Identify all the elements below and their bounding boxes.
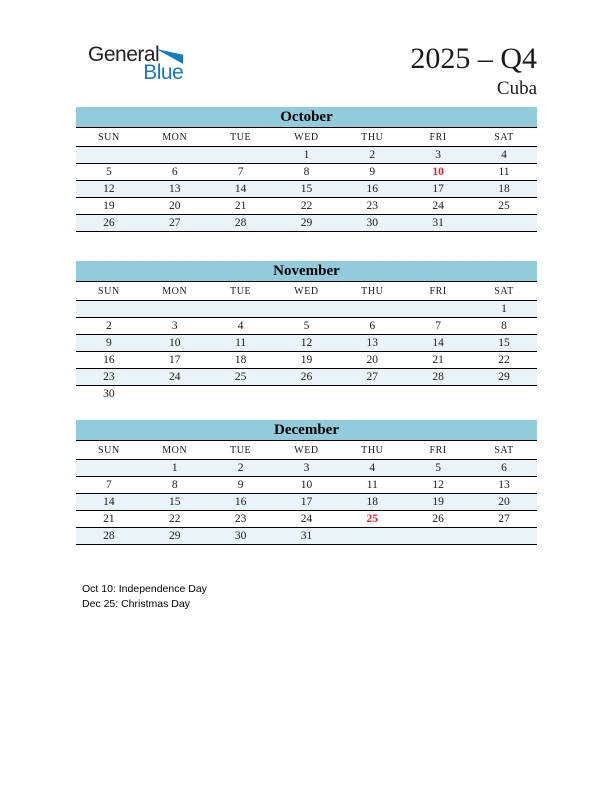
empty-day-cell: [76, 460, 142, 477]
day-cell: 12: [300, 337, 313, 349]
day-cell: 7: [237, 166, 244, 178]
week-row: [76, 528, 537, 545]
day-cell: 17: [300, 496, 313, 508]
day-cell: 23: [366, 200, 379, 212]
day-cell: 10: [169, 337, 181, 349]
day-cell: 10: [432, 166, 444, 178]
week-row: [76, 181, 537, 198]
day-cell: 11: [235, 337, 247, 349]
empty-day-cell: [471, 215, 537, 232]
day-cell: 1: [171, 462, 178, 474]
empty-day-cell: [208, 301, 274, 318]
weekday-label: WED: [274, 128, 340, 147]
day-cell: 7: [106, 479, 112, 491]
november-day-grid: [76, 301, 537, 403]
empty-day-cell: [339, 386, 405, 403]
day-cell: 5: [106, 166, 112, 178]
weekday-label: SAT: [471, 128, 537, 147]
day-cell: 24: [432, 200, 444, 212]
day-cell: 9: [369, 166, 376, 178]
page-header: [76, 42, 537, 99]
empty-day-cell: [142, 386, 208, 403]
day-cell: 6: [501, 462, 507, 474]
day-cell: 18: [366, 496, 379, 508]
day-cell: 2: [106, 320, 112, 332]
day-cell: 4: [369, 462, 376, 474]
day-cell: 19: [432, 496, 444, 508]
logo-text-blue: Blue: [143, 61, 184, 84]
day-cell: 9: [106, 337, 112, 349]
day-cell: 15: [498, 337, 510, 349]
day-cell: 3: [303, 462, 310, 474]
day-cell: 22: [300, 200, 313, 212]
month-name: December: [76, 420, 537, 441]
weekday-label: SUN: [76, 282, 142, 301]
day-cell: 16: [103, 354, 115, 366]
day-cell: 15: [300, 183, 313, 195]
day-cell: 12: [103, 183, 115, 195]
day-cell: 27: [169, 217, 181, 229]
day-cell: 2: [369, 149, 376, 161]
weekday-label: TUE: [208, 282, 274, 301]
day-cell: 6: [171, 166, 178, 178]
week-row: [76, 369, 537, 386]
month-section-november: [76, 261, 537, 402]
empty-day-cell: [76, 301, 142, 318]
day-cell: 25: [234, 371, 247, 383]
day-cell: 6: [369, 320, 376, 332]
day-cell: 10: [300, 479, 313, 491]
day-cell: 25: [366, 513, 379, 525]
october-day-grid: [76, 147, 537, 232]
day-cell: 26: [103, 217, 115, 229]
day-cell: 30: [234, 530, 247, 542]
day-cell: 30: [103, 388, 115, 400]
day-cell: 17: [432, 183, 444, 195]
day-cell: 18: [498, 183, 510, 195]
day-cell: 12: [432, 479, 444, 491]
general-blue-logo: [88, 44, 183, 83]
day-cell: 15: [169, 496, 181, 508]
weekday-label: THU: [339, 441, 405, 460]
day-cell: 2: [237, 462, 244, 474]
week-row: [76, 352, 537, 369]
day-cell: 14: [432, 337, 444, 349]
day-cell: 11: [498, 166, 510, 178]
week-row: [76, 494, 537, 511]
day-cell: 29: [169, 530, 181, 542]
quarter-title: 2025 – Q4: [410, 42, 537, 75]
day-cell: 31: [432, 217, 444, 229]
day-cell: 21: [432, 354, 444, 366]
empty-day-cell: [405, 528, 471, 545]
weekday-label: MON: [142, 282, 208, 301]
day-cell: 22: [498, 354, 510, 366]
weekday-label: FRI: [405, 282, 471, 301]
day-cell: 5: [303, 320, 310, 332]
month-band-row: [76, 261, 537, 282]
day-cell: 19: [300, 354, 313, 366]
week-row: [76, 164, 537, 181]
day-cell: 20: [366, 354, 379, 366]
weekday-label: FRI: [405, 441, 471, 460]
weekday-header-row: [76, 282, 537, 301]
day-cell: 16: [234, 496, 247, 508]
day-cell: 3: [171, 320, 178, 332]
day-cell: 26: [432, 513, 444, 525]
day-cell: 26: [300, 371, 313, 383]
empty-day-cell: [76, 147, 142, 164]
day-cell: 17: [169, 354, 181, 366]
day-cell: 8: [171, 479, 178, 491]
day-cell: 29: [300, 217, 313, 229]
day-cell: 14: [234, 183, 247, 195]
day-cell: 19: [103, 200, 115, 212]
week-row: [76, 215, 537, 232]
day-cell: 28: [103, 530, 115, 542]
day-cell: 20: [169, 200, 181, 212]
day-cell: 1: [303, 149, 310, 161]
day-cell: 18: [234, 354, 247, 366]
empty-day-cell: [471, 386, 537, 403]
week-row: [76, 460, 537, 477]
day-cell: 11: [366, 479, 378, 491]
empty-day-cell: [471, 528, 537, 545]
holiday-note-line: Dec 25: Christmas Day: [82, 598, 190, 610]
weekday-label: TUE: [208, 441, 274, 460]
day-cell: 24: [300, 513, 313, 525]
month-name: November: [76, 261, 537, 282]
weekday-label: SUN: [76, 128, 142, 147]
day-cell: 20: [498, 496, 510, 508]
week-row: [76, 147, 537, 164]
title-block: [410, 44, 537, 98]
day-cell: 7: [435, 320, 442, 332]
holiday-notes: [76, 582, 537, 612]
day-cell: 27: [498, 513, 510, 525]
day-cell: 27: [366, 371, 379, 383]
day-cell: 8: [303, 166, 310, 178]
day-cell: 24: [169, 371, 181, 383]
weekday-label: THU: [339, 128, 405, 147]
day-cell: 4: [237, 320, 244, 332]
weekday-label: THU: [339, 282, 405, 301]
day-cell: 16: [366, 183, 379, 195]
month-section-october: [76, 107, 537, 232]
weekday-label: SAT: [471, 282, 537, 301]
day-cell: 13: [366, 337, 379, 349]
week-row: [76, 386, 537, 403]
empty-day-cell: [405, 386, 471, 403]
weekday-label: SUN: [76, 441, 142, 460]
weekday-label: MON: [142, 441, 208, 460]
day-cell: 4: [501, 149, 507, 161]
calendar-table-october: [76, 107, 537, 232]
weekday-label: FRI: [405, 128, 471, 147]
day-cell: 13: [498, 479, 510, 491]
day-cell: 1: [501, 303, 507, 315]
weekday-label: MON: [142, 128, 208, 147]
week-row: [76, 335, 537, 352]
weekday-label: WED: [274, 441, 340, 460]
day-cell: 30: [366, 217, 379, 229]
empty-day-cell: [142, 147, 208, 164]
day-cell: 25: [498, 200, 510, 212]
day-cell: 28: [234, 217, 247, 229]
week-row: [76, 511, 537, 528]
day-cell: 28: [432, 371, 444, 383]
weekday-label: SAT: [471, 441, 537, 460]
empty-day-cell: [208, 386, 274, 403]
weekday-label: WED: [274, 282, 340, 301]
holiday-note-line: Oct 10: Independence Day: [82, 583, 207, 595]
month-band-row: [76, 420, 537, 441]
week-row: [76, 198, 537, 215]
day-cell: 23: [234, 513, 247, 525]
day-cell: 22: [169, 513, 181, 525]
empty-day-cell: [208, 147, 274, 164]
day-cell: 13: [169, 183, 181, 195]
empty-day-cell: [339, 301, 405, 318]
empty-day-cell: [405, 301, 471, 318]
empty-day-cell: [274, 301, 340, 318]
december-day-grid: [76, 460, 537, 545]
day-cell: 14: [103, 496, 115, 508]
day-cell: 9: [237, 479, 244, 491]
weekday-label: TUE: [208, 128, 274, 147]
calendar-table-december: [76, 420, 537, 545]
month-band-row: [76, 107, 537, 128]
week-row: [76, 318, 537, 335]
week-row: [76, 301, 537, 318]
month-name: October: [76, 107, 537, 128]
day-cell: 3: [435, 149, 442, 161]
day-cell: 21: [234, 200, 247, 212]
day-cell: 8: [501, 320, 507, 332]
empty-day-cell: [142, 301, 208, 318]
week-row: [76, 477, 537, 494]
month-section-december: [76, 420, 537, 545]
empty-day-cell: [339, 528, 405, 545]
calendar-table-november: [76, 261, 537, 402]
weekday-header-row: [76, 128, 537, 147]
day-cell: 21: [103, 513, 115, 525]
country-subtitle: Cuba: [496, 78, 537, 99]
day-cell: 31: [300, 530, 313, 542]
day-cell: 23: [103, 371, 115, 383]
weekday-header-row: [76, 441, 537, 460]
empty-day-cell: [274, 386, 340, 403]
day-cell: 29: [498, 371, 510, 383]
logo-text-general: General: [88, 43, 160, 66]
day-cell: 5: [435, 462, 442, 474]
